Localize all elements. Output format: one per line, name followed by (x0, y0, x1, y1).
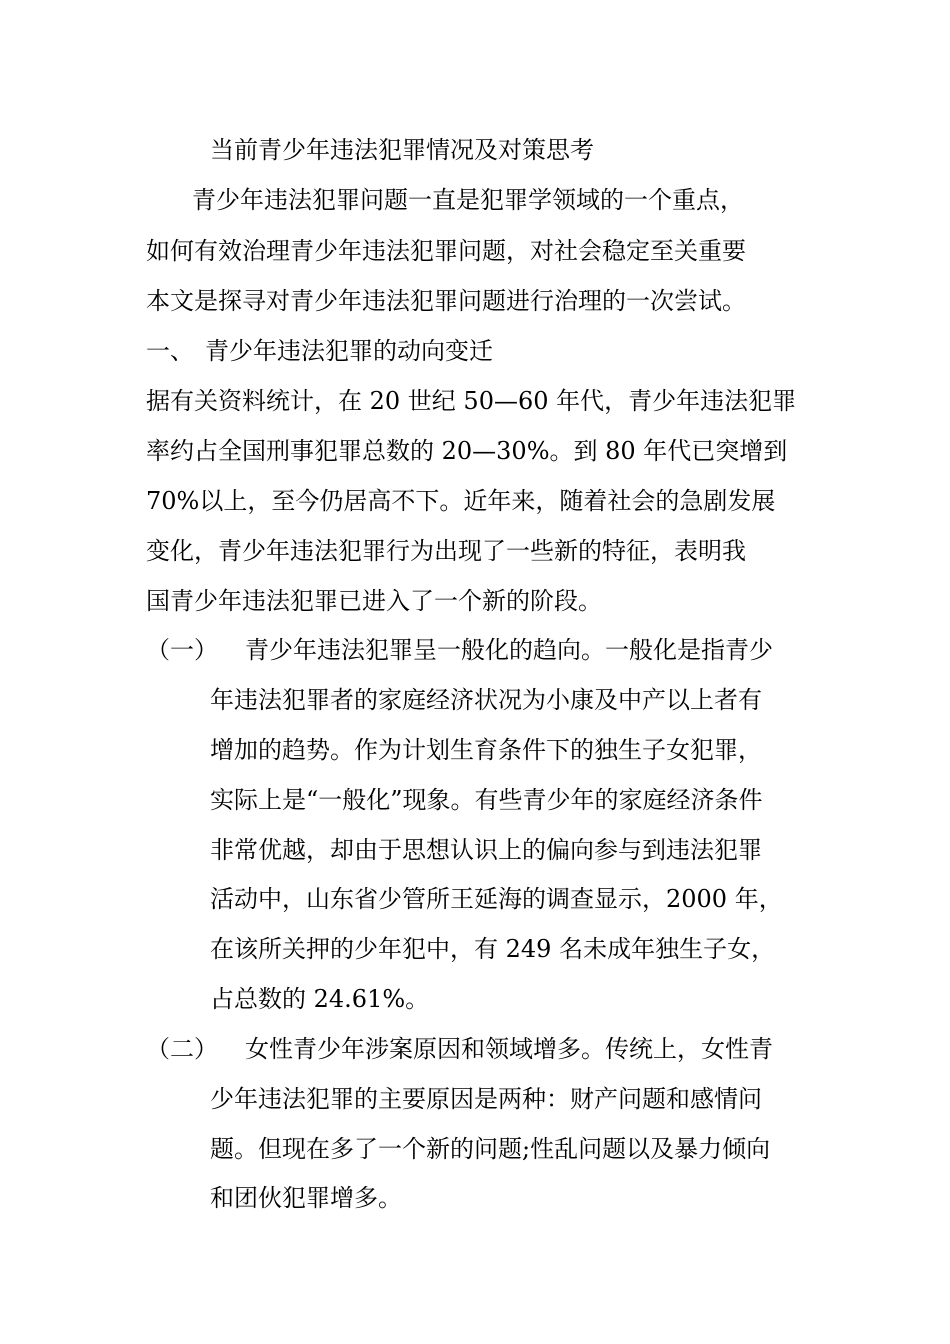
section-1-line-5: 国青少年违法犯罪已进入了一个新的阶段。 (146, 587, 602, 615)
intro-line-3: 本文是探寻对青少年违法犯罪问题进行治理的一次尝试。 (146, 287, 746, 315)
section-1-line-1: 据有关资料统计，在 20 世纪 50—60 年代，青少年违法犯罪 (146, 387, 797, 415)
item-2-line-3: 题。但现在多了一个新的问题;性乱问题以及暴力倾向 (210, 1135, 771, 1163)
item-2-first-line: 女性青少年涉案原因和领域增多。传统上，女性青 (245, 1035, 773, 1063)
item-1-line-5: 非常优越，却由于思想认识上的偏向参与到违法犯罪 (210, 836, 762, 864)
item-2-marker: （二） (146, 1035, 218, 1063)
item-2-line-4: 和团伙犯罪增多。 (210, 1184, 402, 1212)
item-1-line-2: 年违法犯罪者的家庭经济状况为小康及中产以上者有 (210, 686, 762, 714)
intro-line-2: 如何有效治理青少年违法犯罪问题，对社会稳定至关重要 (146, 237, 746, 265)
item-1-line-3: 增加的趋势。作为计划生育条件下的独生子女犯罪， (210, 736, 762, 764)
item-1-first-line: 青少年违法犯罪呈一般化的趋向。一般化是指青少 (245, 636, 773, 664)
document-title: 当前青少年违法犯罪情况及对策思考 (210, 136, 594, 164)
section-1-line-2: 率约占全国刑事犯罪总数的 20—30%。到 80 年代已突增到 (146, 437, 788, 465)
item-1-marker: （一） (146, 636, 218, 664)
section-1-line-4: 变化，青少年违法犯罪行为出现了一些新的特征，表明我 (146, 537, 746, 565)
item-2-line-2: 少年违法犯罪的主要原因是两种：财产问题和感情问 (210, 1085, 762, 1113)
intro-line-1: 青少年违法犯罪问题一直是犯罪学领域的一个重点， (192, 186, 744, 214)
item-1-line-6: 活动中，山东省少管所王延海的调查显示，2000 年， (210, 885, 783, 913)
section-1-number: 一、 (146, 337, 194, 365)
item-1-line-4: 实际上是“一般化”现象。有些青少年的家庭经济条件 (210, 786, 763, 814)
item-1-line-7: 在该所关押的少年犯中，有 249 名未成年独生子女， (210, 935, 776, 963)
section-1-heading: 青少年违法犯罪的动向变迁 (205, 337, 493, 365)
item-1-line-8: 占总数的 24.61%。 (210, 985, 430, 1013)
section-1-line-3: 70%以上，至今仍居高不下。近年来，随着社会的急剧发展 (146, 487, 776, 515)
